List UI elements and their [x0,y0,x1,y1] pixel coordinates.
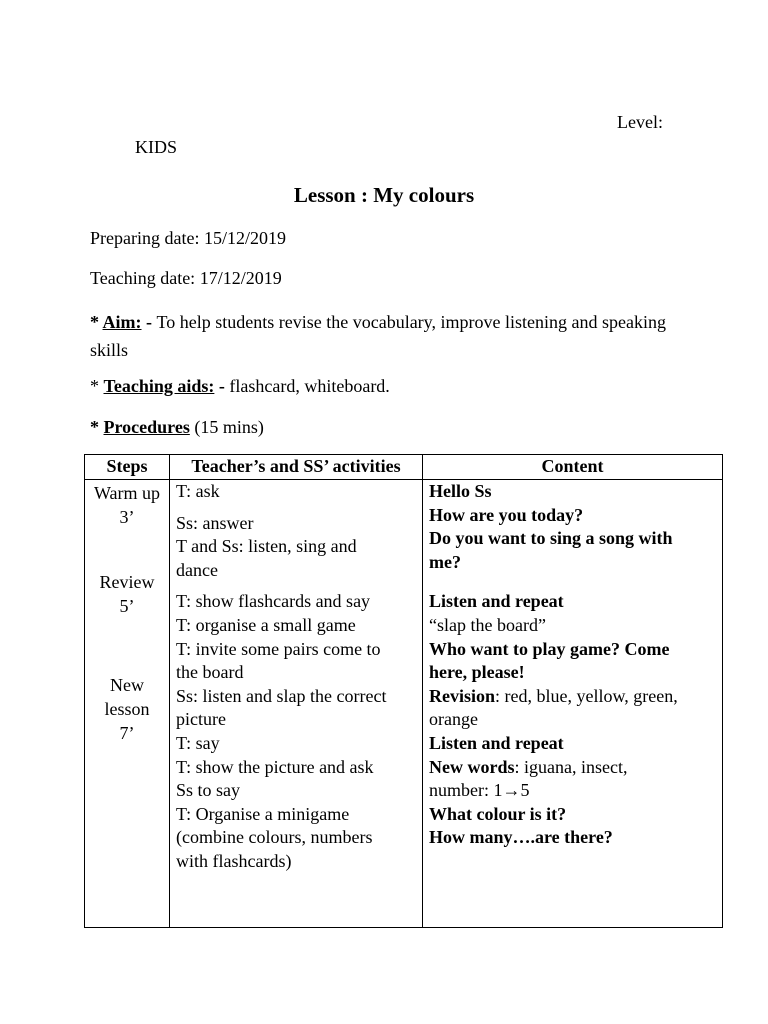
content-line: here, please! [429,662,525,683]
preparing-date: Preparing date: 15/12/2019 [90,228,286,248]
step-warmup-name: Warm up [93,483,161,503]
content-line: Listen and repeat [429,591,564,612]
activity-line: with flashcards) [176,850,292,871]
aim-text: To help students revise the vocabulary, improve listening and speaking skills [90,312,666,360]
header-steps: Steps [85,455,170,480]
aids-dash: - [214,376,230,396]
teaching-date: Teaching date: 17/12/2019 [90,268,282,288]
content-line [429,756,716,780]
content-line: What colour is it? [429,803,567,824]
level-value: KIDS [135,137,178,157]
step-review-time: 5’ [119,595,135,616]
content-line: How are you today? [429,504,584,525]
teaching-aids [90,376,390,397]
content-line: me? [429,551,461,572]
content-line: “slap the board” [429,614,546,635]
aids-label: Teaching aids: [103,376,215,396]
activity-line: (combine colours, numbers [176,827,373,848]
activity-line: T: say [176,732,220,753]
content-line: Do you want to sing a song with [429,528,673,549]
activity-line: Ss to say [176,780,241,801]
aim-bullet: * [90,312,103,332]
step-newlesson-name1: New [110,675,144,696]
revision-label: Revision [429,685,496,706]
activity-line: T: ask [176,481,220,501]
table-header-row [85,455,723,480]
procedures-table [84,454,723,928]
aim-label: Aim: [102,312,142,332]
steps-cell [85,480,170,928]
content-line: orange [429,709,478,730]
activity-line: Ss: answer [176,512,254,533]
activities-cell [170,480,423,928]
header-content: Content [423,455,723,480]
activity-line: dance [176,559,218,580]
lesson-title: Lesson : My colours [293,183,475,207]
activity-line: picture [176,709,226,730]
activity-line: T and Ss: listen, sing and [176,536,357,557]
step-newlesson-name2: lesson [104,698,150,719]
new-words-label: New words [429,756,515,777]
content-line: How many….are there? [429,827,613,848]
activity-line: T: show the picture and ask [176,756,374,777]
revision-text: : red, blue, yellow, green, [495,685,678,706]
activity-line: Ss: listen and slap the correct [176,685,387,706]
content-line: Listen and repeat [429,732,564,753]
proc-label: Procedures [103,417,190,437]
content-line: Hello Ss [429,481,492,501]
step-warmup-time: 3’ [119,506,135,527]
procedures [90,417,264,438]
aids-bullet: * [90,376,104,396]
activity-line: T: organise a small game [176,614,356,635]
content-line: number: 1→5 [429,780,530,801]
step-newlesson-time: 7’ [119,722,135,743]
content-cell [423,480,723,928]
proc-bullet: * [90,417,104,437]
activity-line: the board [176,662,244,683]
content-line: Who want to play game? Come [429,638,670,659]
content-line [429,685,716,709]
aim-dash: - [141,312,157,332]
activity-line: T: Organise a minigame [176,803,350,824]
activity-line: T: show flashcards and say [176,591,371,612]
activity-line: T: invite some pairs come to [176,638,381,659]
header-activities: Teacher’s and SS’ activities [170,455,423,480]
aim-paragraph [90,308,690,364]
table-row [85,480,723,928]
step-review-name: Review [99,572,155,593]
proc-text: (15 mins) [189,417,264,437]
aids-text: flashcard, whiteboard. [229,376,390,396]
new-words-text: : iguana, insect, [514,756,628,777]
level-label: Level: [617,112,663,132]
